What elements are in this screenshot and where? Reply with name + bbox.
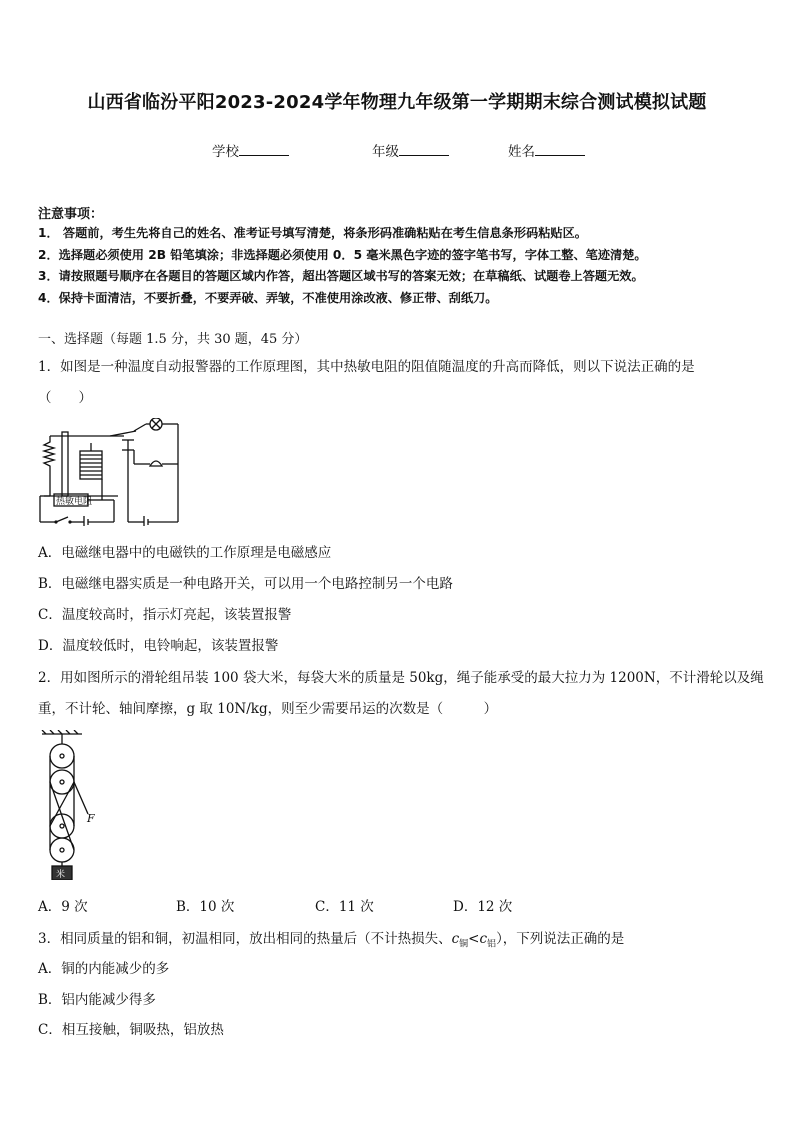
q1-option-b: B．电磁继电器实质是一种电路开关，可以用一个电路控制另一个电路 <box>38 576 453 592</box>
q1-stem-paren: （ ） <box>38 390 92 406</box>
q3-stem-pre: 3．相同质量的铝和铜，初温相同，放出相同的热量后（不计热损失、 <box>38 931 452 947</box>
copper-subscript: 铜 <box>459 939 469 950</box>
thermistor-label: 热敏电阻 <box>56 497 93 507</box>
q2-option-d: D．12 次 <box>453 899 513 915</box>
c-symbol: c <box>479 931 488 947</box>
note-item: 1． 答题前，考生先将自己的姓名、准考证号填写清楚，将条形码准确粘贴在考生信息条形码粘贴区。 <box>38 226 587 240</box>
q1-option-c: C．温度较高时，指示灯亮起，该装置报警 <box>38 607 292 623</box>
page-title: 山西省临汾平阳2023-2024学年物理九年级第一学期期末综合测试模拟试题 <box>87 92 707 113</box>
q3-stem <box>38 927 624 950</box>
q2-stem: 2．用如图所示的滑轮组吊装 100 袋大米，每袋大米的质量是 50kg，绳子能承受的最大拉力为 1200N，不计滑轮以及绳 <box>38 670 764 686</box>
pulley-figure <box>38 730 108 880</box>
school-label: 学校 <box>212 144 239 160</box>
section-heading: 一、选择题（每题 1.5 分，共 30 题，45 分） <box>38 332 308 347</box>
name-blank <box>535 143 585 156</box>
q3-stem-post: ），下列说法正确的是 <box>496 931 625 947</box>
q2-stem-cont: 重，不计轮、轴间摩擦，g 取 10N/kg，则至少需要吊运的次数是（ ） <box>38 701 498 717</box>
q1-stem: 1．如图是一种温度自动报警器的工作原理图，其中热敏电阻的阻值随温度的升高而降低，则以下说法正确的是 <box>38 359 695 375</box>
q3-option-b: B．铝内能减少得多 <box>38 992 156 1008</box>
alarm-circuit-figure <box>38 418 183 526</box>
note-item: 4．保持卡面清洁，不要折叠，不要弄破、弄皱，不准使用涂改液、修正带、刮纸刀。 <box>38 291 498 305</box>
name-label: 姓名 <box>508 144 535 160</box>
less-than: < <box>468 931 480 947</box>
aluminum-subscript: 铝 <box>487 939 497 950</box>
q2-option-a: A．9 次 <box>38 899 88 915</box>
q3-option-c: C．相互接触，铜吸热，铝放热 <box>38 1022 224 1038</box>
q2-option-b: B．10 次 <box>176 899 235 915</box>
q3-option-a: A．铜的内能减少的多 <box>38 961 170 977</box>
notes-heading: 注意事项： <box>38 207 104 222</box>
note-item: 2．选择题必须使用 2B 铅笔填涂；非选择题必须使用 0．5 毫米黑色字迹的签字笔书写，字体工整、笔迹清楚。 <box>38 248 647 262</box>
name-field <box>508 140 585 160</box>
grade-blank <box>399 143 449 156</box>
grade-field <box>372 140 449 160</box>
c-symbol: c <box>451 931 460 947</box>
note-item: 3．请按照题号顺序在各题目的答题区域内作答，超出答题区域书写的答案无效；在草稿纸、试题卷上答题无效。 <box>38 269 644 283</box>
rice-bag-label: 米 <box>56 870 66 880</box>
force-label: F <box>87 812 95 825</box>
grade-label: 年级 <box>372 144 399 160</box>
q2-option-c: C．11 次 <box>315 899 374 915</box>
school-blank <box>239 143 289 156</box>
school-field <box>212 140 289 160</box>
q1-option-d: D．温度较低时，电铃响起，该装置报警 <box>38 638 279 654</box>
q1-option-a: A．电磁继电器中的电磁铁的工作原理是电磁感应 <box>38 545 332 561</box>
